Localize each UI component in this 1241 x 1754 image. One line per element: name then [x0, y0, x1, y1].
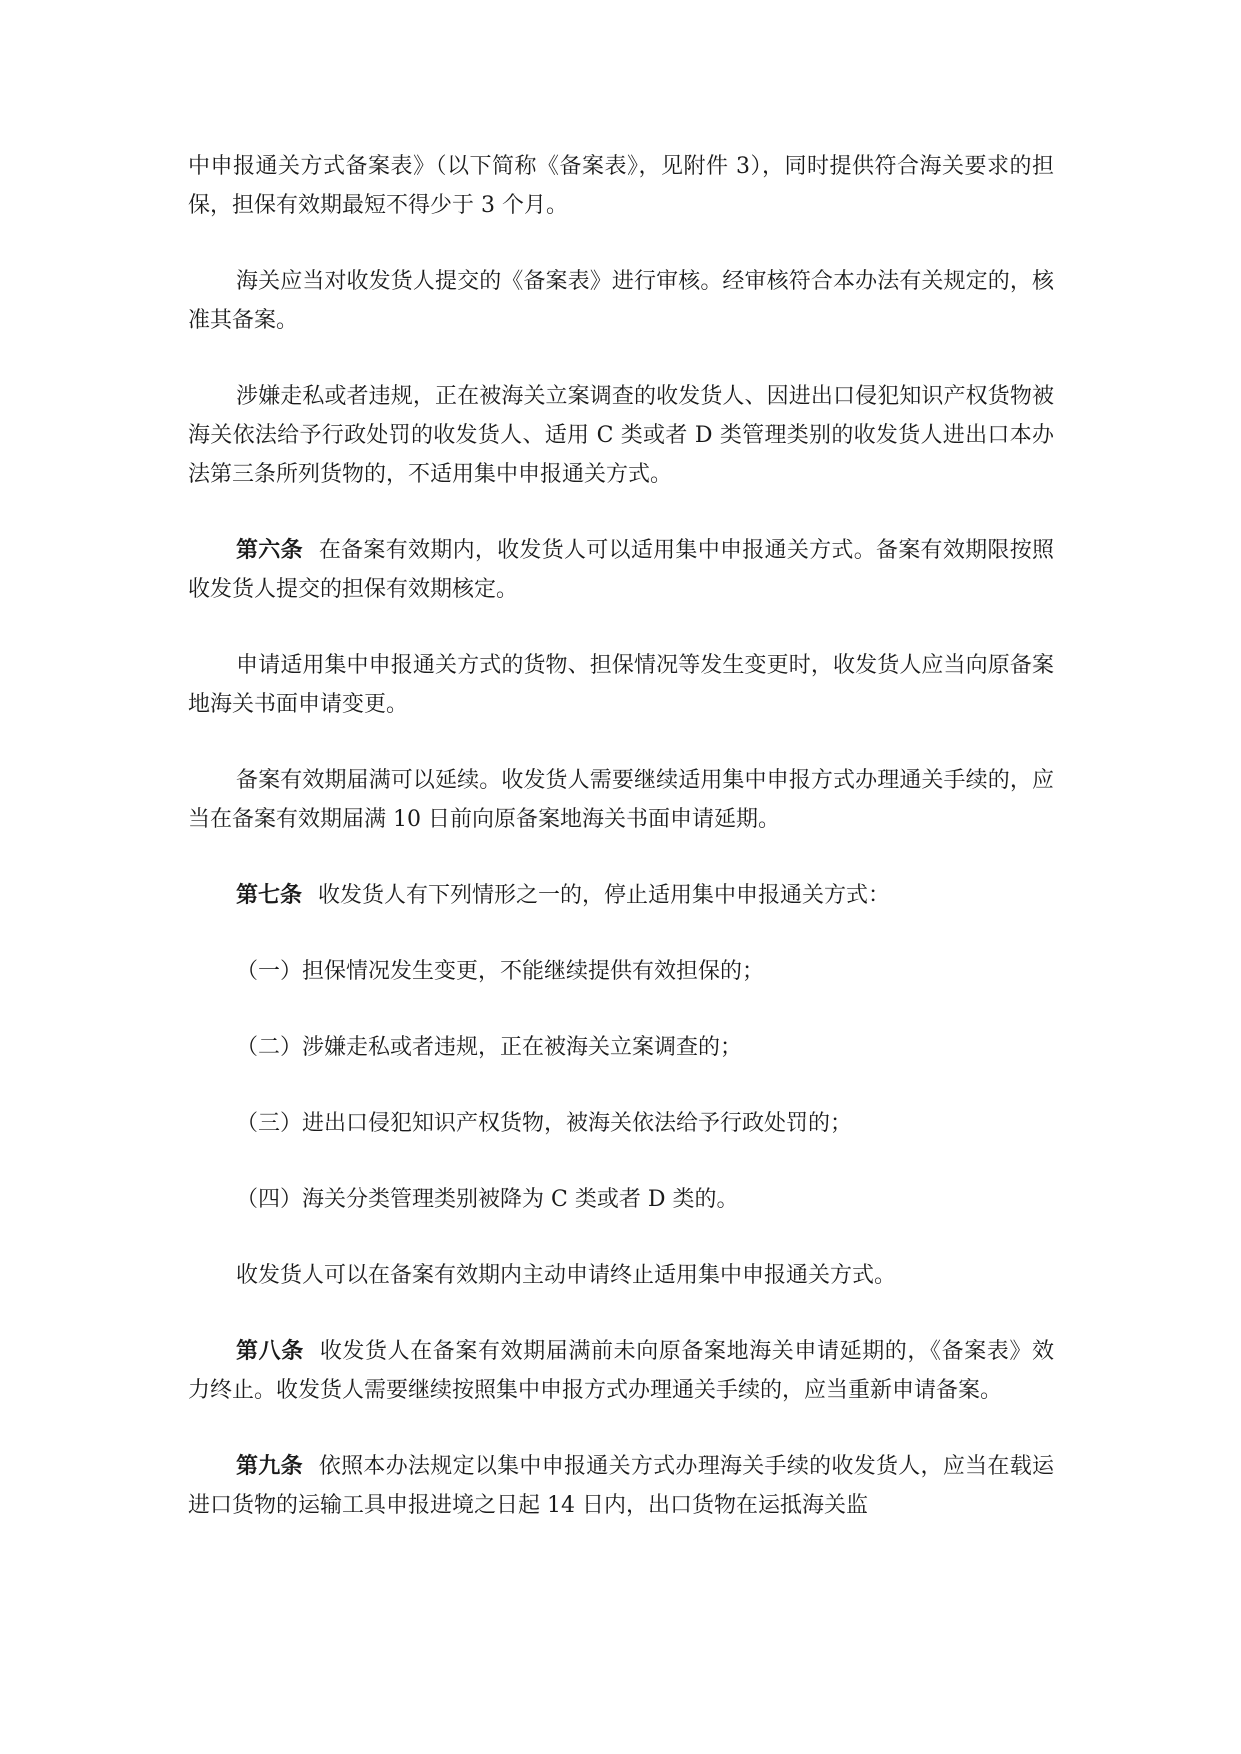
paragraph-text: （四）海关分类管理类别被降为 C 类或者 D 类的。 [236, 1187, 739, 1212]
article-label: 第六条 [236, 537, 303, 563]
paragraph-extension [188, 761, 1054, 839]
paragraph-text: 收发货人可以在备案有效期内主动申请终止适用集中申报通关方式。 [236, 1263, 897, 1288]
paragraph-text: 收发货人在备案有效期届满前未向原备案地海关申请延期的，《备案表》效力终止。收发货人需要继续按照集中申报方式办理通关手续的，应当重新申请备案。 [188, 1339, 1054, 1403]
paragraph-filing-form [188, 147, 1054, 225]
paragraph-exclusions [188, 377, 1054, 494]
article-label: 第八条 [236, 1338, 304, 1364]
paragraph-text: （二）涉嫌走私或者违规，正在被海关立案调查的； [236, 1035, 743, 1060]
paragraph-text: 申请适用集中申报通关方式的货物、担保情况等发生变更时，收发货人应当向原备案地海关书面申请变更。 [188, 653, 1054, 717]
list-item-2 [188, 1028, 1054, 1067]
paragraph-text: 涉嫌走私或者违规，正在被海关立案调查的收发货人、因进出口侵犯知识产权货物被海关依法给予行政处罚的收发货人、适用 C 类或者 D 类管理类别的收发货人进出口本办法第三条所列货物的，不适用集中申报通关方式。 [188, 384, 1054, 487]
list-item-3 [188, 1104, 1054, 1143]
list-item-4 [188, 1180, 1054, 1219]
article-label: 第七条 [236, 882, 303, 908]
paragraph-text: 在备案有效期内，收发货人可以适用集中申报通关方式。备案有效期限按照收发货人提交的担保有效期核定。 [188, 538, 1054, 602]
paragraph-text: 依照本办法规定以集中申报通关方式办理海关手续的收发货人，应当在载运进口货物的运输工具申报进境之日起 14 日内，出口货物在运抵海关监 [188, 1454, 1054, 1518]
paragraph-voluntary-termination [188, 1256, 1054, 1295]
paragraph-customs-review [188, 262, 1054, 340]
paragraph-text: 中申报通关方式备案表》（以下简称《备案表》，见附件 3），同时提供符合海关要求的担保，担保有效期最短不得少于 3 个月。 [188, 154, 1054, 218]
article-6 [188, 531, 1054, 609]
paragraph-text: 收发货人有下列情形之一的，停止适用集中申报通关方式： [318, 883, 891, 908]
paragraph-text: （一）担保情况发生变更，不能继续提供有效担保的； [236, 959, 765, 984]
article-8 [188, 1332, 1054, 1410]
paragraph-text: （三）进出口侵犯知识产权货物，被海关依法给予行政处罚的； [236, 1111, 853, 1136]
article-label: 第九条 [236, 1453, 303, 1479]
paragraph-change-request [188, 646, 1054, 724]
article-7 [188, 876, 1054, 915]
document-page [188, 147, 1054, 1562]
paragraph-text: 备案有效期届满可以延续。收发货人需要继续适用集中申报方式办理通关手续的，应当在备案有效期届满 10 日前向原备案地海关书面申请延期。 [188, 768, 1054, 832]
article-9 [188, 1447, 1054, 1525]
paragraph-text: 海关应当对收发货人提交的《备案表》进行审核。经审核符合本办法有关规定的，核准其备案。 [188, 269, 1054, 333]
list-item-1 [188, 952, 1054, 991]
